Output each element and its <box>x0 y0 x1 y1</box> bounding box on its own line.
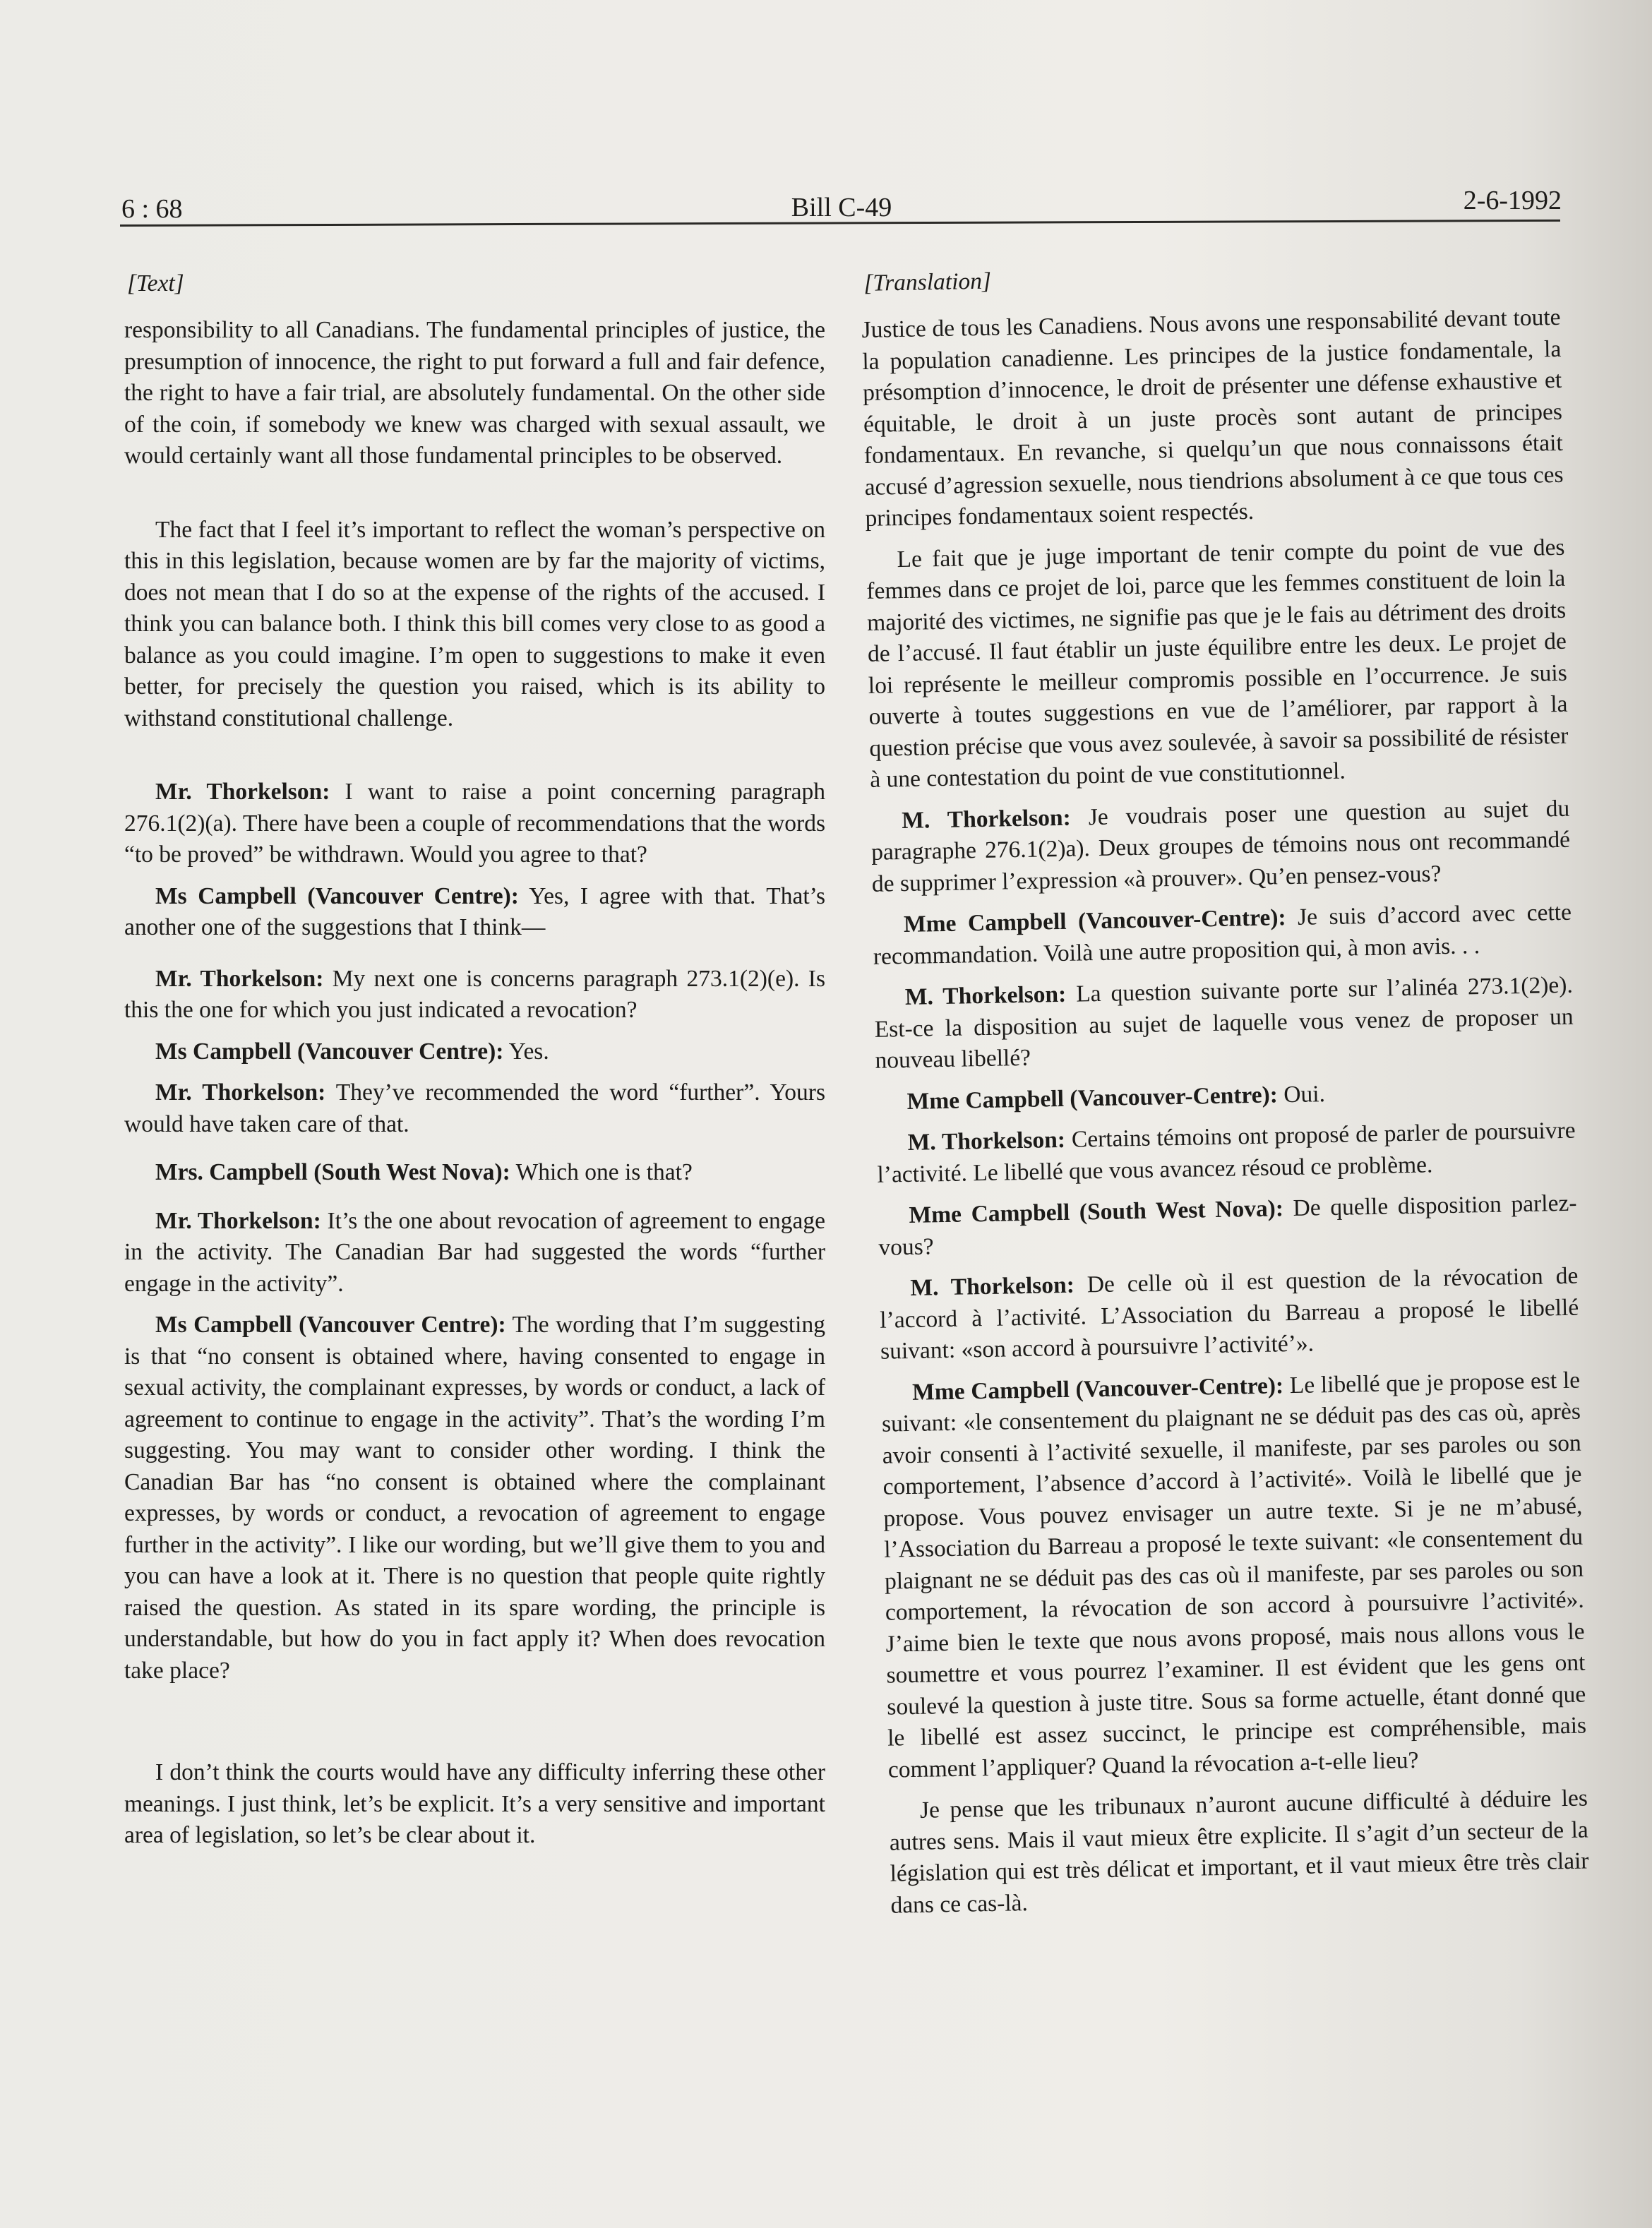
speaker-name: Mme Campbell (Vancouver-Centre): <box>903 904 1286 938</box>
speech-text: Le libellé que je propose est le suivant: «le consentement du plaignant ne se déduit pas des cas où, après avoir consenti à l’activité sexuelle, il manifeste, par ses paroles ou son comportement, l’absence d’accord à l’activité». Voilà le libellé que je propose. Vous pouvez envisager un autre texte. Si je ne m’abusé, l’Association du Barreau a proposé le texte suivant: «le consentement du plaignant ne se déduit pas des cas où il manifeste, par ses paroles ou son comportement, la révocation de son accord à poursuivre l’activité». J’aime bien le texte que nous avons proposé, mais nous allons vous le soumettre et vous pourrez l’examiner. Il est évident que les gens ont soulevé la question à juste titre. Sous sa forme actuelle, étant donné que le libellé est assez succinct, le principe est compréhensible, mais comment l’appliquer? Quand la révocation a-t-elle lieu? <box>881 1367 1587 1783</box>
speech <box>881 1365 1587 1786</box>
speech-text: De celle où il est question de la révocation de l’accord à l’activité. L’Association du Barreau a proposé le libellé suivant: «son accord à poursuivre l’activité’». <box>879 1262 1579 1365</box>
column-label-text: [Text] <box>127 270 184 297</box>
speaker-name: M. Thorkelson: <box>902 804 1072 834</box>
speaker-name: M. Thorkelson: <box>907 1126 1066 1156</box>
paragraph: Je pense que les tribunaux n’auront aucune difficulté à déduire les autres sens. Mais il vaut mieux être explicite. Il s’agit d’un secteur de la législation qui est très délicat et important, et il vaut mieux être très clair dans ce cas-là. <box>889 1785 1589 1919</box>
speech-text: Je voudrais poser une question au sujet du paragraphe 276.1(2)a). Deux groupes de témoins nous ont recommandé de supprimer l’expression «à prouver». Qu’en pensez-vous? <box>870 795 1571 897</box>
speech <box>124 1077 825 1140</box>
speech-text: Yes. <box>503 1038 549 1065</box>
speech <box>124 1206 825 1300</box>
speech <box>876 1115 1576 1191</box>
speech-text: Yes, I agree with that. That’s another one of the suggestions that I think— <box>124 882 825 940</box>
speaker-name: Ms Campbell (Vancouver Centre): <box>155 882 519 909</box>
speaker-name: Mme Campbell (Vancouver-Centre): <box>906 1081 1279 1115</box>
speech-text: I want to raise a point concerning paragraph 276.1(2)(a). There have been a couple of recommendations that the words “to be proved” be withdrawn. Would you agree to that? <box>124 779 825 868</box>
speech-text: The wording that I’m suggesting is that “no consent is obtained where, having consented to engage in sexual activity, the complainant expresses, by words or conduct, a lack of agreement to continue to engage in the activity”. That’s the wording I’m suggesting. You may want to consider other wording. I think the Canadian Bar has “no consent is obtained where the complainant expresses, by words or conduct, a revocation of agreement to engage further in the activity”. I like our wording, but we’ll give them to you and you can have a look at it. There is no question that people quite rightly raised the question. As stated in its spare wording, the principle is understandable, but how do you in fact apply it? When does revocation take place? <box>124 1312 825 1684</box>
speaker-name: Mme Campbell (South West Nova): <box>909 1195 1284 1228</box>
column-label-translation: [Translation] <box>863 268 992 297</box>
speech-text: Je suis d’accord avec cette recommandation. Voilà une autre proposition qui, à mon avis. . . <box>873 899 1572 970</box>
english-column <box>124 268 825 1862</box>
speech-text: Which one is that? <box>510 1159 693 1185</box>
speaker-name: Ms Campbell (Vancouver Centre): <box>155 1312 506 1338</box>
speaker-name: Ms Campbell (Vancouver Centre): <box>155 1038 504 1065</box>
speech-text: De quelle disposition parlez-vous? <box>878 1190 1577 1261</box>
speech <box>124 1036 825 1068</box>
speech <box>870 793 1571 900</box>
french-column <box>861 256 1590 1931</box>
speech-text: Certains témoins ont proposé de parler de poursuivre l’activité. Le libellé que vous avancez résoud ce problème. <box>877 1117 1576 1188</box>
speaker-name: Mme Campbell (Vancouver-Centre): <box>911 1372 1284 1406</box>
document-date: 2-6-1992 <box>1463 186 1562 215</box>
speaker-name: M. Thorkelson: <box>910 1271 1075 1301</box>
speaker-name: Mr. Thorkelson: <box>155 965 324 992</box>
speaker-name: Mrs. Campbell (South West Nova): <box>155 1159 510 1185</box>
speaker-name: Mr. Thorkelson: <box>155 1079 326 1106</box>
speech <box>124 881 825 944</box>
speech <box>124 964 825 1026</box>
speech <box>879 1261 1579 1368</box>
document-title: Bill C-49 <box>791 193 892 222</box>
paragraph: I don’t think the courts would have any difficulty inferring these other meanings. I just think, let’s be explicit. It’s a very sensitive and important area of legislation, so let’s be clear about it. <box>124 1759 825 1848</box>
paragraph: Le fait que je juge important de tenir compte du point de vue des femmes dans ce projet de loi, parce que les femmes constituent de loin la majorité des victimes, ne signifie pas que je le fais au détriment des droits de l’accusé. Il faut établir un juste équilibre entre les deux. Le projet de loi représente le meilleur compromis possible en l’occurrence. Je suis ouverte à toutes suggestions en vue de l’améliorer, par rapport à la question précise que vous avez soulevée, à savoir sa possibilité de résister à une contestation du point de vue constitutionnel. <box>866 534 1569 793</box>
speech-text: My next one is concerns paragraph 273.1(2)(e). Is this the one for which you just indicated a revocation? <box>124 965 825 1023</box>
speech <box>873 897 1572 973</box>
speaker-name: Mr. Thorkelson: <box>155 1207 321 1234</box>
speech <box>124 1157 825 1189</box>
speech <box>878 1188 1577 1264</box>
speech-text: Oui. <box>1277 1080 1326 1108</box>
paragraph: The fact that I feel it’s important to reflect the woman’s perspective on this in this legislation, because women are by far the majority of victims, does not mean that I do so at the expense of the rights of the accused. I think you can balance both. I think this bill comes very close to as good a balance as you could imagine. I’m open to suggestions to make it even better, for precisely the question you raised, which is its ability to withstand constitutional challenge. <box>124 516 825 731</box>
speech <box>875 1074 1575 1118</box>
speech-text: They’ve recommended the word “further”. Yours would have taken care of that. <box>124 1079 825 1137</box>
paragraph: responsibility to all Canadians. The fundamental principles of justice, the presumption of innocence, the right to put forward a full and fair defence, the right to have a fair trial, are absolutely fundamental. On the other side of the coin, if somebody we knew was charged with sexual assault, we would certainly want all those fundamental principles to be observed. <box>124 317 825 469</box>
speaker-name: Mr. Thorkelson: <box>155 779 330 805</box>
page-number: 6 : 68 <box>121 194 183 224</box>
speech <box>124 777 825 871</box>
speech-text: La question suivante porte sur l’alinéa 273.1(2)e). Est-ce la disposition au sujet de laquelle vous venez de proposer un nouveau libellé? <box>874 971 1574 1074</box>
speech <box>874 970 1574 1077</box>
speech-text: It’s the one about revocation of agreement to engage in the activity. The Canadian Bar had suggested the words “further engage in the activity”. <box>124 1207 825 1297</box>
paragraph: Justice de tous les Canadiens. Nous avons une responsabilité devant toute la population canadienne. Les principes de la justice fondamentale, la présomption d’innocence, le droit de présenter une défense exhaustive et équitable, le droit à un juste procès sont autant de principes fondamentaux. En revanche, si quelqu’un que nous connaissons était accusé d’agression sexuelle, nous tiendrions absolument à ce que tous ces principes fondamentaux soient respectés. <box>861 304 1564 532</box>
speaker-name: M. Thorkelson: <box>904 981 1067 1011</box>
speech <box>124 1310 825 1687</box>
